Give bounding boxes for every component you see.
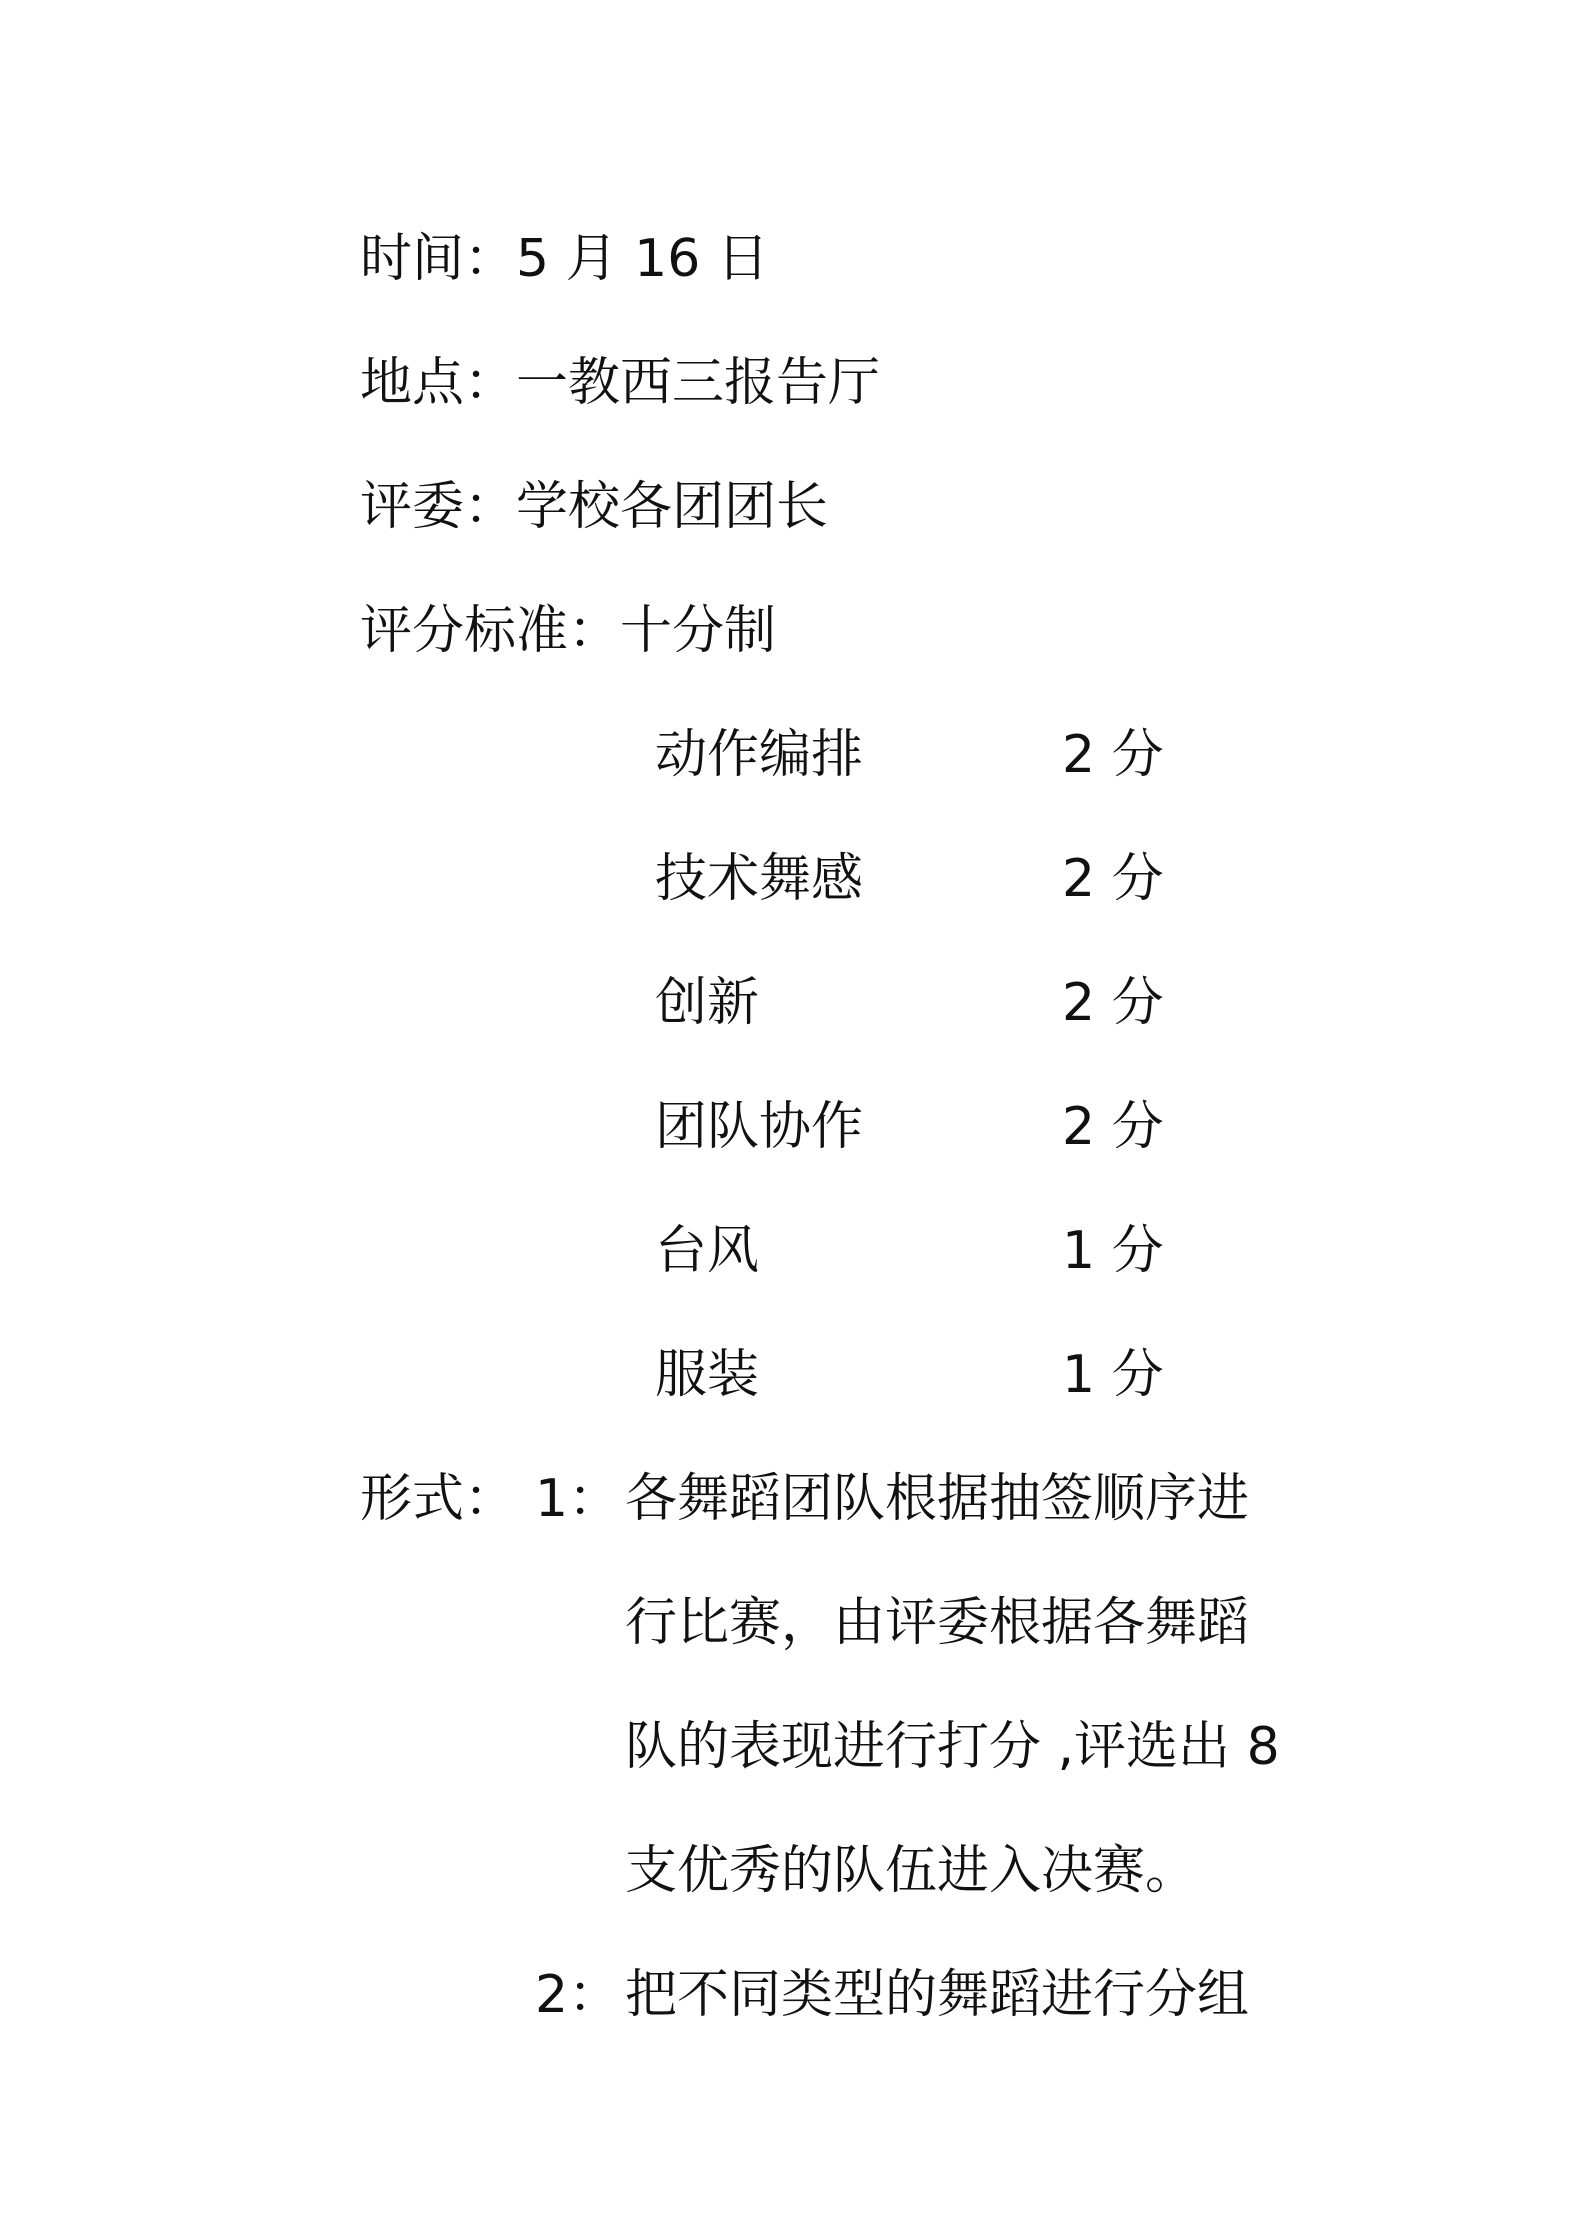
criterion-score: 1 分 bbox=[1062, 1221, 1164, 1281]
criterion-name: 创新 bbox=[655, 973, 760, 1033]
criterion-score: 2 分 bbox=[1062, 973, 1164, 1033]
criterion-score: 2 分 bbox=[1062, 1097, 1164, 1157]
judges-line: 评委：学校各团团长 bbox=[360, 477, 829, 537]
criterion-name: 动作编排 bbox=[655, 725, 864, 785]
format-item-number: 2： bbox=[535, 1965, 621, 2025]
criterion-name: 服装 bbox=[655, 1345, 760, 1405]
criterion-score: 2 分 bbox=[1062, 849, 1164, 909]
place-line: 地点：一教西三报告厅 bbox=[360, 353, 881, 413]
format-item-line: 各舞蹈团队根据抽签顺序进 bbox=[625, 1469, 1250, 1529]
time-line: 时间：5 月 16 日 bbox=[360, 229, 769, 289]
criterion-name: 技术舞感 bbox=[655, 849, 864, 909]
format-item-line: 行比赛，由评委根据各舞蹈 bbox=[625, 1593, 1250, 1653]
format-label: 形式： bbox=[360, 1469, 517, 1529]
criterion-score: 1 分 bbox=[1062, 1345, 1164, 1405]
format-item-number: 1： bbox=[535, 1469, 621, 1529]
format-item-line: 队的表现进行打分 ,评选出 8 bbox=[625, 1717, 1280, 1777]
scoring-standard-line: 评分标准：十分制 bbox=[360, 601, 777, 661]
format-item-line: 支优秀的队伍进入决赛。 bbox=[625, 1841, 1198, 1901]
format-item-line: 把不同类型的舞蹈进行分组 bbox=[625, 1965, 1250, 2025]
criterion-name: 台风 bbox=[655, 1221, 760, 1281]
criterion-score: 2 分 bbox=[1062, 725, 1164, 785]
criterion-name: 团队协作 bbox=[655, 1097, 864, 1157]
